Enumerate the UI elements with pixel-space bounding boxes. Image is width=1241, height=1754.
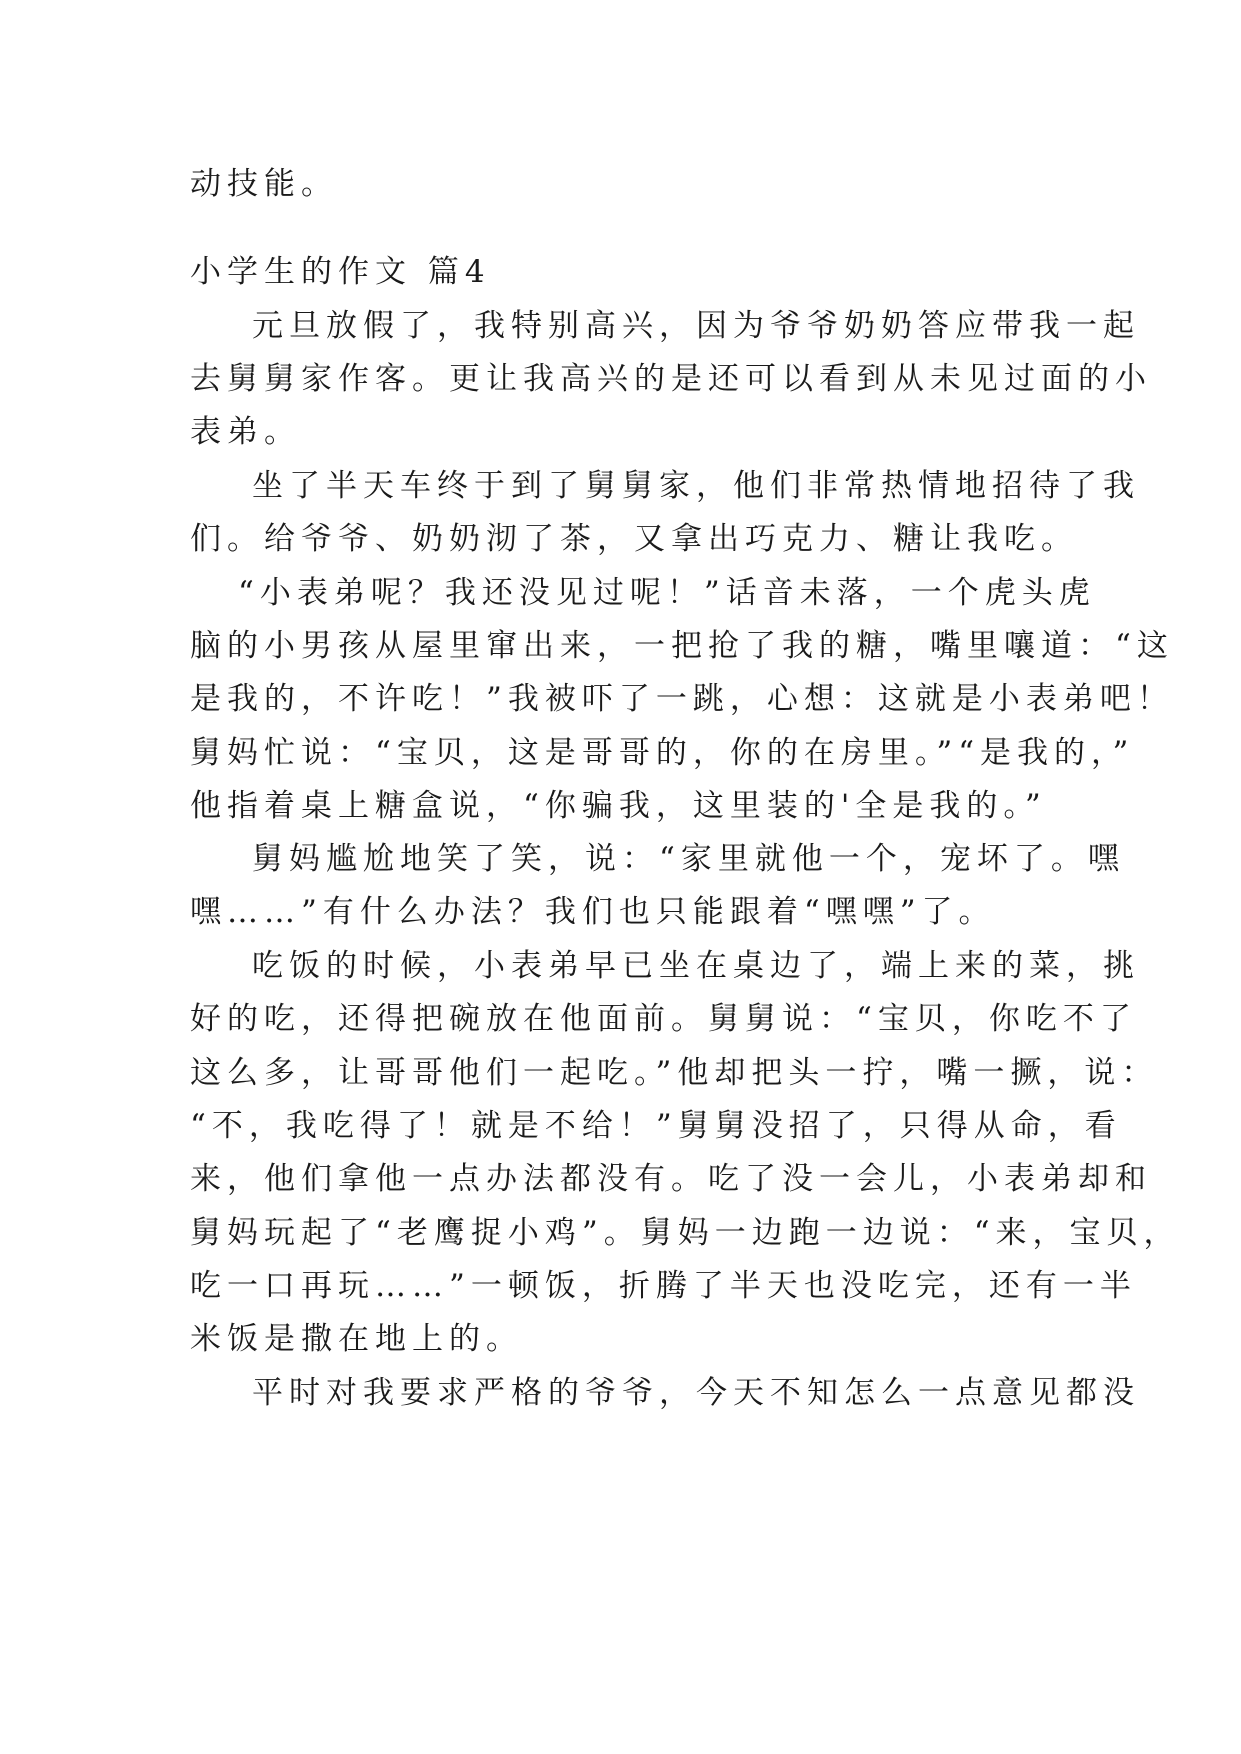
paragraph-line: 舅妈忙说：“宝贝，这是哥哥的，你的在房里。”“是我的，” [190, 735, 1135, 771]
paragraph-line: “小表弟呢？我还没见过呢！”话音未落，一个虎头虎 [238, 575, 1096, 611]
paragraph-line: 来，他们拿他一点办法都没有。吃了没一会儿，小表弟却和 [190, 1161, 1152, 1197]
paragraph-line: 坐了半天车终于到了舅舅家，他们非常热情地招待了我 [252, 468, 1140, 504]
paragraph-line: 这么多，让哥哥他们一起吃。”他却把头一拧，嘴一撅，说： [190, 1055, 1159, 1091]
paragraph-line: 他指着桌上糖盒说，“你骗我，这里装的'全是我的。” [190, 788, 1047, 824]
paragraph-line: 们。给爷爷、奶奶沏了茶，又拿出巧克力、糖让我吃。 [190, 521, 1078, 557]
paragraph-line: 是我的，不许吃！”我被吓了一跳，心想：这就是小表弟吧！ [190, 681, 1174, 717]
paragraph-line: 平时对我要求严格的爷爷，今天不知怎么一点意见都没 [252, 1375, 1140, 1411]
paragraph-line: 舅妈玩起了“老鹰捉小鸡”。舅妈一边跑一边说：“来，宝贝， [190, 1215, 1181, 1251]
section-heading: 小学生的作文 篇4 [190, 254, 491, 290]
paragraph-line: 表弟。 [190, 414, 301, 450]
paragraph-line: 脑的小男孩从屋里窜出来，一把抢了我的糖，嘴里嚷道：“这 [190, 628, 1174, 664]
paragraph-line: 好的吃，还得把碗放在他面前。舅舅说：“宝贝，你吃不了 [190, 1001, 1137, 1037]
paragraph-line: 舅妈尴尬地笑了笑，说：“家里就他一个，宠坏了。嘿 [252, 841, 1125, 877]
text-line: 动技能。 [190, 166, 338, 202]
paragraph-line: 元旦放假了，我特别高兴，因为爷爷奶奶答应带我一起 [252, 308, 1140, 344]
paragraph-line: 去舅舅家作客。更让我高兴的是还可以看到从未见过面的小 [190, 361, 1152, 397]
paragraph-line: “不，我吃得了！就是不给！”舅舅没招了，只得从命，看 [190, 1108, 1122, 1144]
paragraph-line: 嘿……”有什么办法？我们也只能跟着“嘿嘿”了。 [190, 894, 996, 930]
paragraph-line: 吃一口再玩……”一顿饭，折腾了半天也没吃完，还有一半 [190, 1268, 1137, 1304]
paragraph-line: 吃饭的时候，小表弟早已坐在桌边了，端上来的菜，挑 [252, 948, 1140, 984]
paragraph-line: 米饭是撒在地上的。 [190, 1321, 523, 1357]
